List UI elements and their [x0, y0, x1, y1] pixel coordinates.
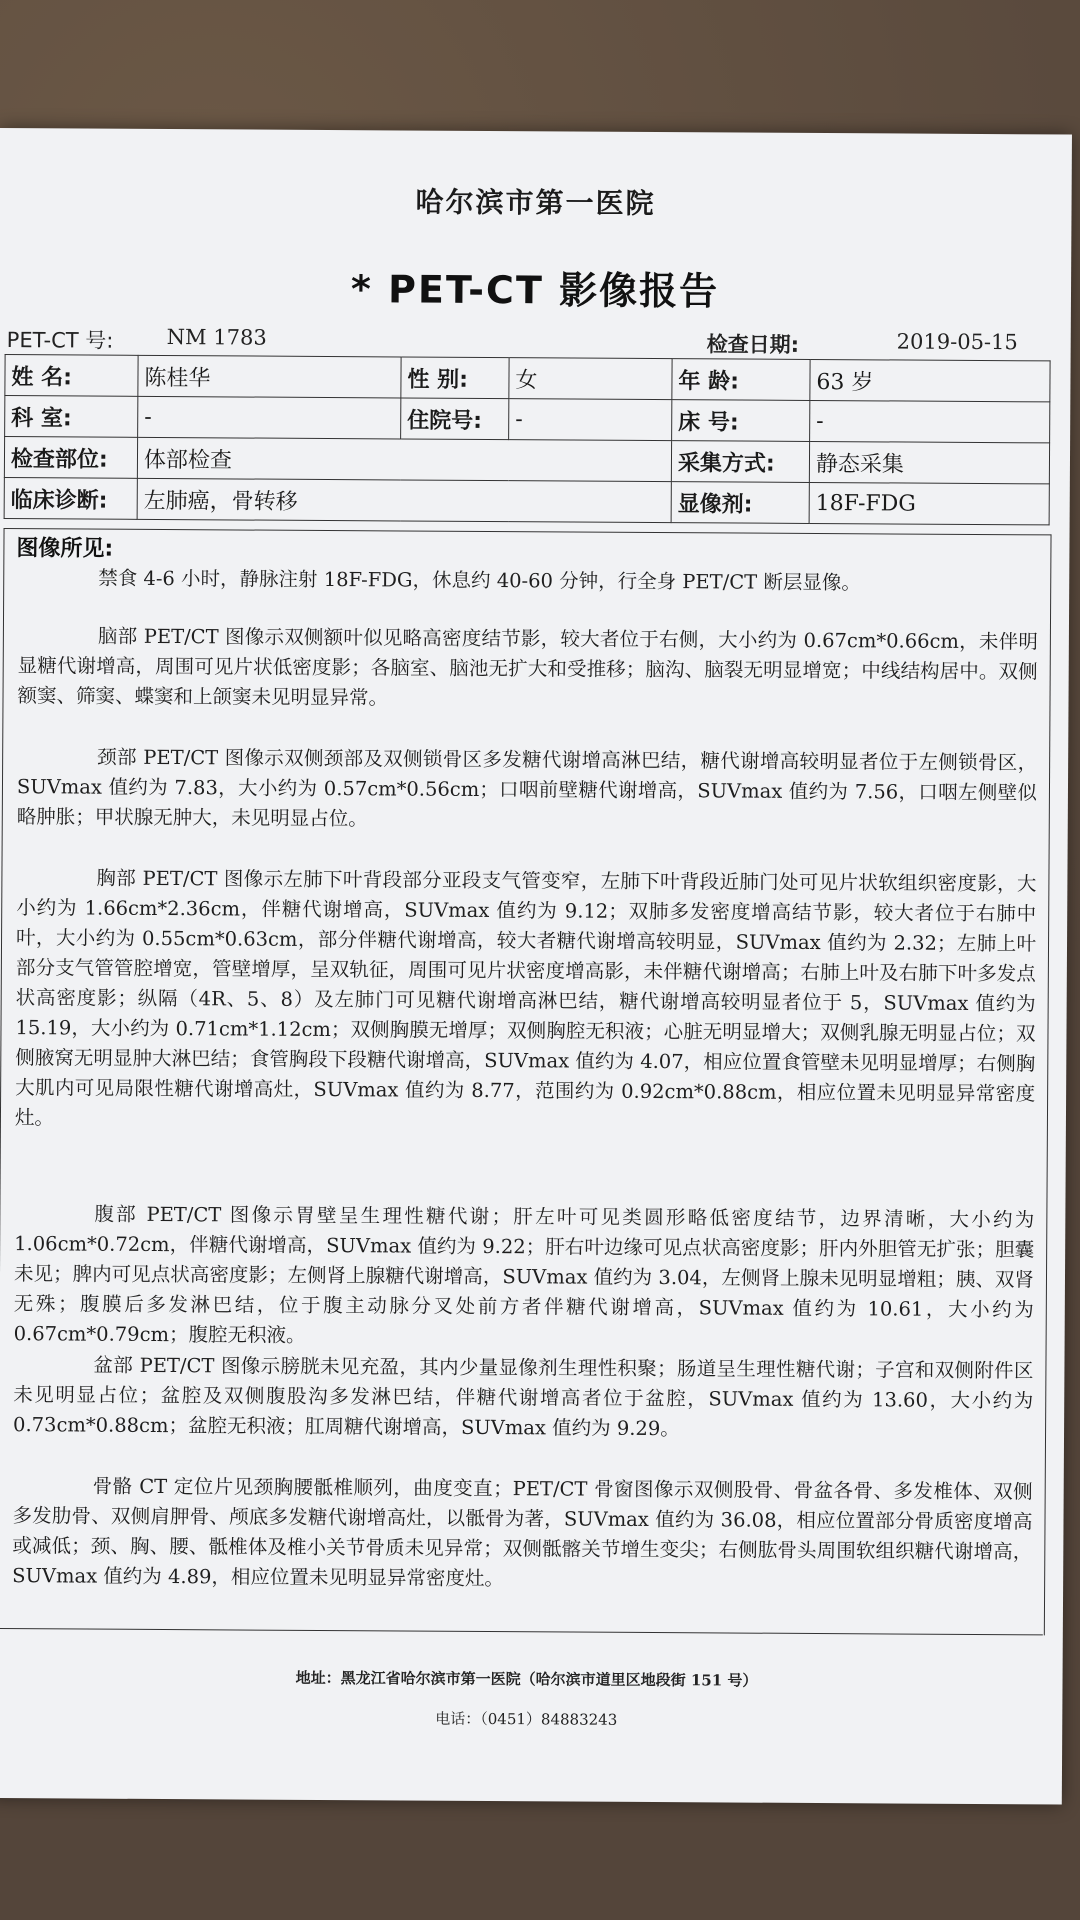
department-value: -: [138, 396, 401, 439]
findings-chest: 胸部 PET/CT 图像示左肺下叶背段部分亚段支气管变窄，左肺下叶背段近肺门处可见片状软组织密度影，大小约为 1.66cm*2.36cm，伴糖代谢增高，SUVmax 值约为 9.12；双肺多发密度增高结节影，较大者位于右肺中叶，大小约为 0.55cm*0.63cm，部分伴糖代谢增高，较大者糖代谢增高较明显，SUVmax 值约为 2.32；左肺上叶部分支气管管腔增宽，管壁增厚，呈双轨征，周围可见片状密度增高影，未伴糖代谢增高；右肺上叶及右肺下叶多发点状高密度影；纵隔（4R、5、8）及左肺门可见糖代谢增高淋巴结，糖代谢增高较明显者位于 5，SUVmax 值约为 15.19，大小约为 0.71cm*1.12cm；双侧胸膜无增厚；双侧胸腔无积液；心脏无明显增大；双侧乳腺无明显占位；双侧腋窝无明显肿大淋巴结；食管胸段下段糖代谢增高，SUVmax 值约为 4.07，相应位置食管壁未见明显增厚；右侧胸大肌内可见局限性糖代谢增高灶，SUVmax 值约为 8.77，范围约为 0.92cm*0.88cm，相应位置未见明显异常密度灶。: [14, 866, 1037, 1130]
findings-neck: 颈部 PET/CT 图像示双侧颈部及双侧锁骨区多发糖代谢增高淋巴结，糖代谢增高较明显者位于左侧锁骨区，SUVmax 值约为 7.83，大小约为 0.57cm*0.56cm；口咽前壁糖代谢增高，SUVmax 值约为 7.56，口咽左侧壁似略肿胀；甲状腺无肿大，未见明显占位。: [16, 745, 1038, 831]
exam-date-value: 2019-05-15: [896, 329, 1018, 355]
exam-site-label: 检查部位:: [4, 437, 137, 479]
report-page: [0, 128, 1072, 1805]
findings-bone: 骨骼 CT 定位片见颈胸腰骶椎顺列，曲度变直；PET/CT 骨窗图像示双侧股骨、骨盆各骨、多发椎体、双侧多发肋骨、双侧肩胛骨、颅底多发糖代谢增高灶，以骶骨为著，SUVmax 值约为 36.08，相应位置部分骨质密度增高或减低；颈、胸、腰、骶椎体及椎小关节骨质未见异常；双侧骶髂关节增生变尖；右侧肱骨头周围软组织糖代谢增高，SUVmax 值约为 4.89，相应位置未见明显异常密度灶。: [12, 1474, 1033, 1591]
bed-no-label: 床 号:: [672, 400, 810, 442]
exam-site-value: 体部检查: [137, 437, 671, 481]
sex-label: 性 别:: [401, 357, 509, 399]
sex-value: 女: [509, 358, 672, 400]
findings-pelvis: 盆部 PET/CT 图像示膀胱未见充盈，其内少量显像剂生理性积聚；肠道呈生理性糖代谢；子宫和双侧附件区未见明显占位；盆腔及双侧腹股沟多发淋巴结，伴糖代谢增高者位于盆腔，SUVmax 值约为 13.60，大小约为 0.73cm*0.88cm；盆腔无积液；肛周糖代谢增高，SUVmax 值约为 9.29。: [13, 1353, 1034, 1441]
findings-heading: 图像所见:: [16, 536, 114, 562]
petct-number-label: PET-CT 号:: [6, 328, 114, 353]
report-title: * PET-CT 影像报告: [350, 267, 720, 314]
diagnosis-value: 左肺癌，骨转移: [137, 478, 671, 522]
inpatient-no-label: 住院号:: [401, 398, 509, 440]
meta-line: [7, 320, 1049, 358]
footer-address: 地址：黑龙江省哈尔滨市第一医院（哈尔滨市道里区地段街 151 号）: [295, 1668, 758, 1690]
bed-no-value: -: [810, 400, 1050, 442]
findings-abdomen: 腹部 PET/CT 图像示胃壁呈生理性糖代谢；肝左叶可见类圆形略低密度结节，边界清晰，大小约为 1.06cm*0.72cm，伴糖代谢增高，SUVmax 值约为 9.22；肝右叶边缘可见点状高密度影；肝内外胆管无扩张；胆囊未见；脾内可见点状高密度影；左侧肾上腺糖代谢增高，SUVmax 值约为 3.04，左侧肾上腺未见明显增粗；胰、双肾无殊；腹膜后多发淋巴结，位于腹主动脉分叉处前方者伴糖代谢增高，SUVmax 值约为 10.61，大小约为 0.67cm*0.79cm；腹腔无积液。: [13, 1202, 1035, 1347]
name-value: 陈桂华: [138, 355, 401, 398]
exam-date-label: 检查日期:: [706, 332, 800, 357]
findings-section: [0, 528, 1052, 1635]
findings-brain: 脑部 PET/CT 图像示双侧额叶似见略高密度结节影，较大者位于右侧，大小约为 0.67cm*0.66cm，未伴明显糖代谢增高，周围可见片状低密度影；各脑室、脑池无扩大和受推移；脑沟、脑裂无明显增宽；中线结构居中。双侧额窦、筛窦、蝶窦和上颌窦未见明显异常。: [17, 624, 1038, 710]
tracer-label: 显像剂:: [671, 482, 809, 524]
patient-info-table: [4, 354, 1051, 525]
footer-phone: 电话：（0451）84883243: [435, 1709, 618, 1729]
acquisition-value: 静态采集: [809, 441, 1049, 483]
age-label: 年 龄:: [672, 359, 810, 401]
petct-number-value: NM 1783: [166, 325, 267, 350]
findings-prep: 禁食 4-6 小时，静脉注射 18F-FDG，休息约 40-60 分钟，行全身 PET/CT 断层显像。: [98, 566, 861, 595]
name-label: 姓 名:: [5, 355, 138, 397]
inpatient-no-value: -: [509, 399, 672, 441]
hospital-name: 哈尔滨市第一医院: [415, 185, 656, 221]
acquisition-label: 采集方式:: [671, 441, 809, 483]
age-value: 63 岁: [810, 359, 1050, 401]
tracer-value: 18F-FDG: [809, 482, 1049, 524]
diagnosis-label: 临床诊断:: [4, 478, 137, 520]
department-label: 科 室:: [5, 396, 138, 438]
